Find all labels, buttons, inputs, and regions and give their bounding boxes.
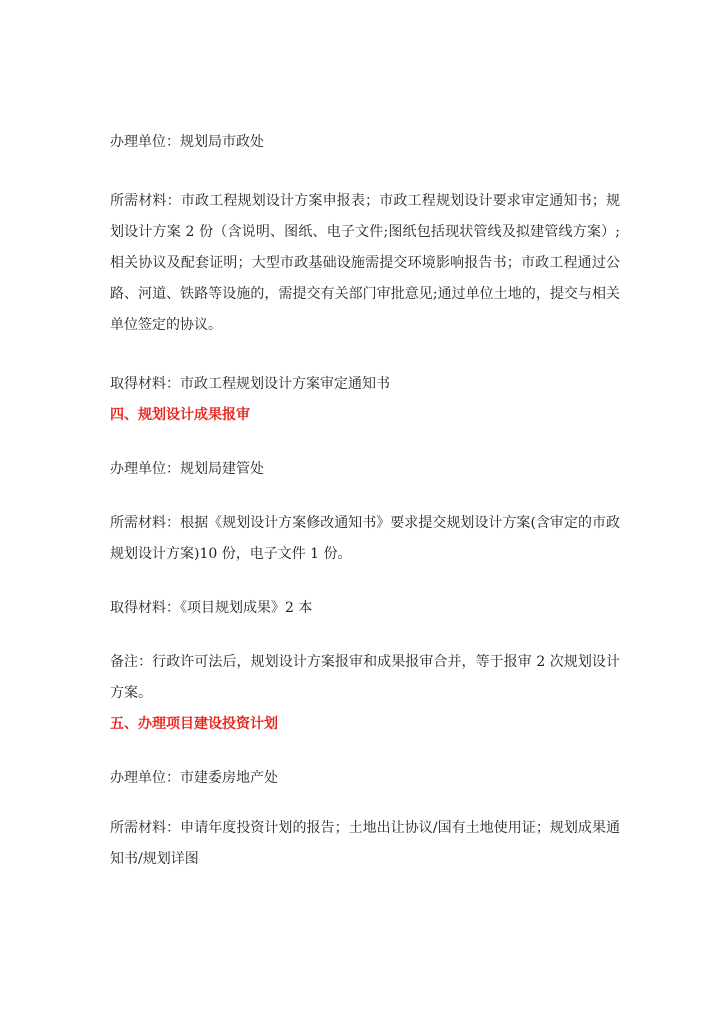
paragraph-obtained-materials-results: 取得材料：《项目规划成果》2 本 [110,600,313,616]
section-heading-5: 五、办理项目建设投资计划 [110,716,278,732]
paragraph-required-materials-investment: 所需材料：申请年度投资计划的报告；土地出让协议/国有土地使用证；规划成果通知书/规划详图 [110,820,620,867]
paragraph-handling-unit-realestate: 办理单位：市建委房地产处 [110,770,278,786]
paragraph-handling-unit-construction: 办理单位：规划局建管处 [110,461,264,477]
section-heading-4: 四、规划设计成果报审 [110,407,250,423]
paragraph-obtained-materials-municipal: 取得材料：市政工程规划设计方案审定通知书 [110,376,390,392]
document-body [110,127,620,875]
paragraph-handling-unit-municipal: 办理单位：规划局市政处 [110,134,264,150]
paragraph-remark: 备注：行政许可法后，规划设计方案报审和成果报审合并，等于报审 2 次规划设计方案。 [110,654,620,701]
paragraph-required-materials-municipal: 所需材料：市政工程规划设计方案申报表；市政工程规划设计要求审定通知书；规划设计方案 2 份（含说明、图纸、电子文件;图纸包括现状管线及拟建管线方案）;相关协议及配套证明；大型市政基础设施需提交环境影响报告书；市政工程通过公路、河道、铁路等设施的，需提交有关部门审批意见;通过单位土地的，提交与相关单位签定的协议。 [110,193,620,333]
paragraph-required-materials-results: 所需材料：根据《规划设计方案修改通知书》要求提交规划设计方案(含审定的市政规划设计方案)10 份，电子文件 1 份。 [110,515,620,562]
